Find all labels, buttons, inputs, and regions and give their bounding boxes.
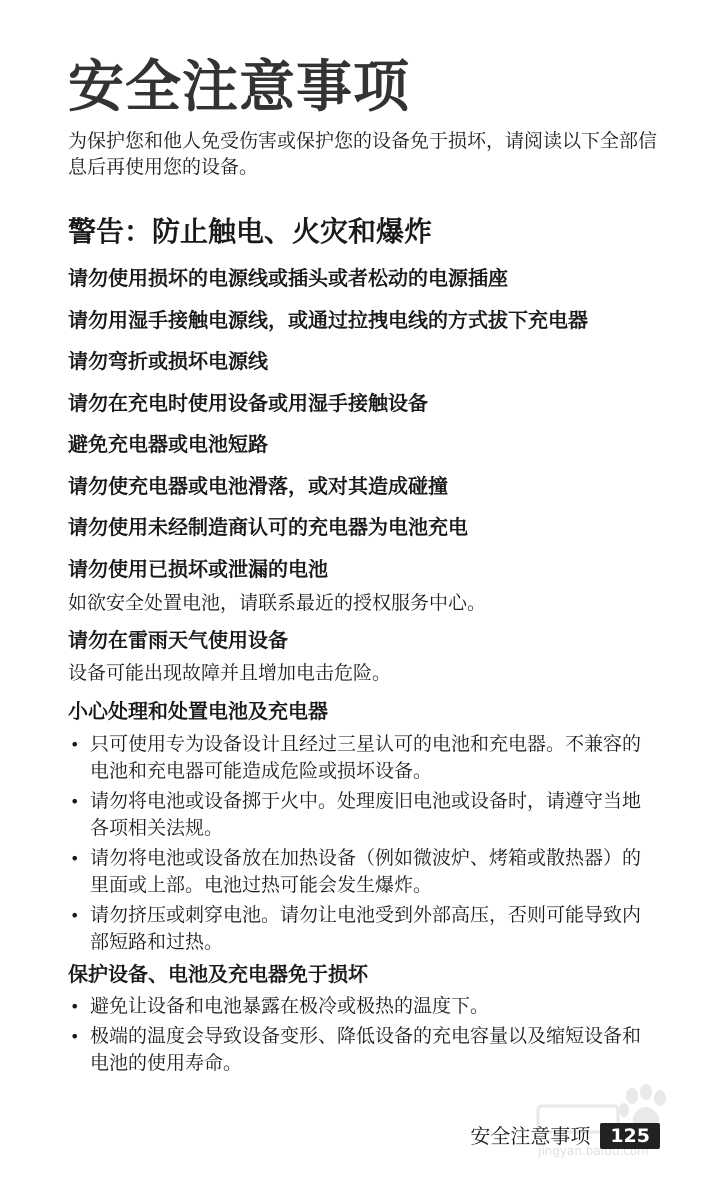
intro-paragraph: 为保护您和他人免受伤害或保护您的设备免于损坏，请阅读以下全部信息后再使用您的设备。 (68, 130, 658, 178)
warning-item: 请勿在充电时使用设备或用湿手接触设备 (68, 391, 428, 415)
list-item (68, 993, 658, 1020)
warning-description: 设备可能出现故障并且增加电击危险。 (68, 662, 392, 684)
list-item-text: 请勿将电池或设备放在加热设备（例如微波炉、烤箱或散热器）的里面或上部。电池过热可能会发生爆炸。 (90, 847, 642, 896)
list-item-text: 极端的温度会导致设备变形、降低设备的充电容量以及缩短设备和电池的使用寿命。 (90, 1025, 642, 1074)
list-item (68, 731, 658, 785)
warning-item: 小心处理和处置电池及充电器 (68, 699, 328, 723)
protect-bullet-list (68, 993, 658, 1080)
list-item (68, 788, 658, 842)
warning-item: 请勿使用损坏的电源线或插头或者松动的电源插座 (68, 266, 508, 290)
list-item-text: 请勿挤压或刺穿电池。请勿让电池受到外部高压，否则可能导致内部短路和过热。 (90, 904, 642, 953)
warning-item: 请勿使用已损坏或泄漏的电池 (68, 557, 328, 581)
list-item (68, 902, 658, 956)
warning-item: 请勿在雷雨天气使用设备 (68, 628, 288, 652)
page-number-badge: 125 (600, 1123, 660, 1149)
list-item-text: 只可使用专为设备设计且经过三星认可的电池和充电器。不兼容的电池和充电器可能造成危险或损坏设备。 (90, 733, 642, 782)
list-item-text: 请勿将电池或设备掷于火中。处理废旧电池或设备时，请遵守当地各项相关法规。 (90, 790, 642, 839)
bullet-icon: • (70, 997, 80, 1016)
warning-item: 请勿弯折或损坏电源线 (68, 349, 268, 373)
bullet-icon: • (70, 849, 80, 868)
list-item (68, 1023, 658, 1077)
footer-section-title: 安全注意事项 (470, 1124, 591, 1148)
list-item (68, 845, 658, 899)
section-heading: 警告：防止触电、火灾和爆炸 (68, 215, 433, 248)
page-title: 安全注意事项 (68, 55, 410, 120)
warning-item: 请勿用湿手接触电源线，或通过拉拽电线的方式拔下充电器 (68, 308, 588, 332)
warning-item: 避免充电器或电池短路 (68, 432, 268, 456)
warning-item: 保护设备、电池及充电器免于损坏 (68, 962, 368, 986)
watermark-url: jingyan.baidu.com (538, 1144, 649, 1158)
warning-item: 请勿使用未经制造商认可的充电器为电池充电 (68, 515, 468, 539)
bullet-icon: • (70, 906, 80, 925)
battery-bullet-list (68, 731, 658, 959)
bullet-icon: • (70, 792, 80, 811)
list-item-text: 避免让设备和电池暴露在极冷或极热的温度下。 (90, 995, 490, 1017)
warning-description: 如欲安全处置电池，请联系最近的授权服务中心。 (68, 592, 487, 614)
page-footer (470, 1122, 660, 1150)
warning-item: 请勿使充电器或电池滑落，或对其造成碰撞 (68, 474, 448, 498)
bullet-icon: • (70, 1027, 80, 1046)
bullet-icon: • (70, 735, 80, 754)
